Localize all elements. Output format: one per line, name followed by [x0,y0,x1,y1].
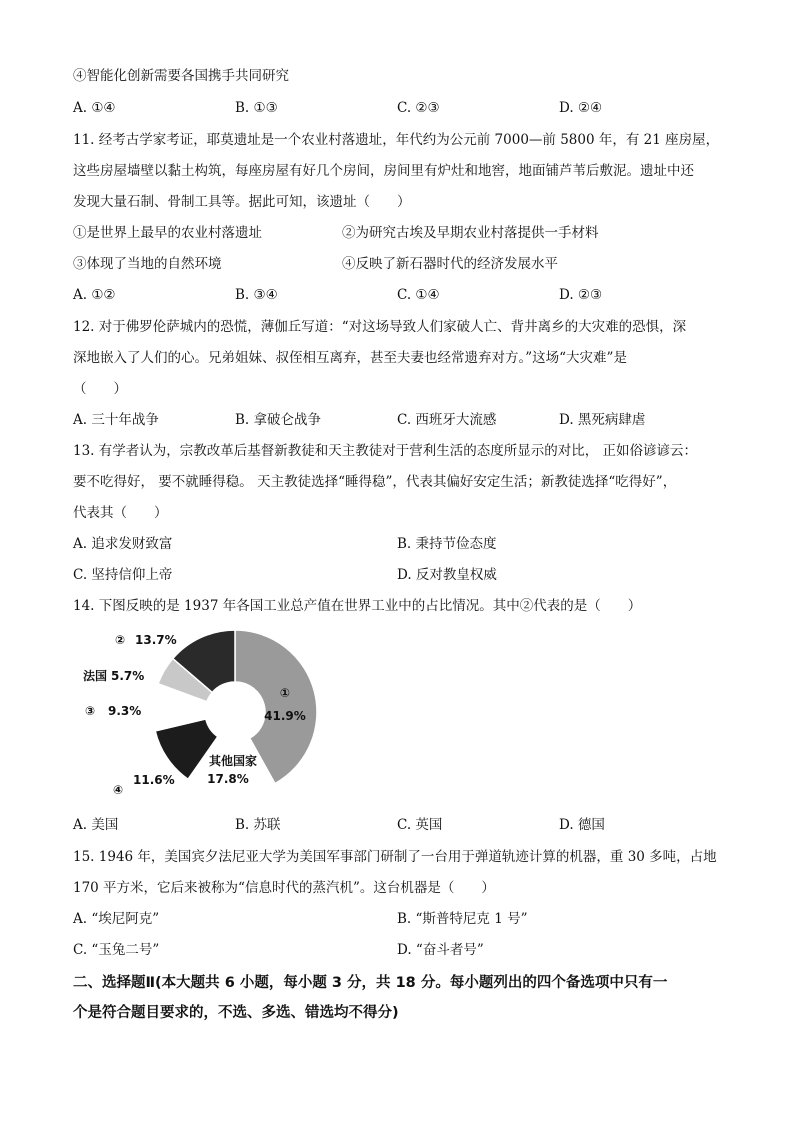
q15-stem-line-2: 170 平方米，它后来被称为“信息时代的蒸汽机”。这台机器是（ ） [73,880,495,896]
industry-share-donut-chart [75,622,335,806]
q10-option-d[interactable]: D. ②④ [559,100,603,116]
q11-item-2: ②为研究古埃及早期农业村落提供一手材料 [342,225,599,241]
label-france-name: 法国 [83,669,108,683]
q11-stem-line-1: 11. 经考古学家考证，耶莫遗址是一个农业村落遗址，年代约为公元前 7000—前 5800 年，有 21 座房屋， [73,132,720,148]
q13-stem-line-3: 代表其（ ） [73,505,168,521]
q11-item-1: ①是世界上最早的农业村落遗址 [73,225,262,241]
q13-option-b[interactable]: B. 秉持节俭态度 [397,536,497,552]
q11-item-4: ④反映了新石器时代的经济发展水平 [342,256,558,272]
q10-option-b[interactable]: B. ①③ [235,100,278,116]
q12-stem-line-1: 12. 对于佛罗伦萨城内的恐慌，薄伽丘写道：“对这场导致人们家破人亡、背井离乡的大灾难的恐惧，深 [73,319,687,335]
q15-stem-line-1: 15. 1946 年，美国宾夕法尼亚大学为美国军事部门研制了一台用于弹道轨迹计算的机器，重 30 多吨，占地 [73,849,717,865]
section-2-heading-line-2: 个是符合题目要求的，不选、多选、错选均不得分) [73,1005,399,1021]
q11-option-c[interactable]: C. ①④ [397,287,440,303]
q15-option-b[interactable]: B. “斯普特尼克 1 号” [397,911,528,927]
q12-stem-line-3: （ ） [73,381,127,397]
q10-option-a[interactable]: A. ①④ [73,100,116,116]
q12-option-c[interactable]: C. 西班牙大流感 [397,412,497,428]
q11-stem-line-2: 这些房屋墙壁以黏土构筑，每座房屋有好几个房间，房间里有炉灶和地窖，地面铺芦苇后敷泥。遗址中还 [73,163,694,179]
q14-stem: 14. 下图反映的是 1937 年各国工业总产值在世界工业中的占比情况。其中②代表的是（ ） [73,598,642,614]
q15-option-c[interactable]: C. “玉兔二号” [73,942,160,958]
label-france-value: 5.7% [111,669,145,683]
label-slice-1-name: ① [279,686,291,700]
q10-option-c[interactable]: C. ②③ [397,100,440,116]
q12-option-a[interactable]: A. 三十年战争 [73,412,159,428]
q15-option-a[interactable]: A. “埃尼阿克” [73,911,160,927]
q14-option-a[interactable]: A. 美国 [73,817,119,833]
q12-stem-line-2: 深地嵌入了人们的心。兄弟姐妹、叔侄相互离弃，甚至夫妻也经常遗弃对方。”这场“大灾难”是 [73,350,627,366]
q14-option-b[interactable]: B. 苏联 [235,817,281,833]
q11-item-3: ③体现了当地的自然环境 [73,256,222,272]
label-slice-3-name: ③ [85,704,96,718]
label-slice-4-name: ④ [113,783,124,797]
q11-option-b[interactable]: B. ③④ [235,287,278,303]
label-slice-2-value: 13.7% [135,633,177,647]
label-other-value: 17.8% [207,772,249,786]
q14-option-c[interactable]: C. 英国 [397,817,443,833]
label-slice-1-value: 41.9% [264,709,306,723]
section-2-heading-line-1: 二、选择题Ⅱ(本大题共 6 小题，每小题 3 分，共 18 分。每小题列出的四个备选项中只有一 [73,975,668,991]
q13-option-c[interactable]: C. 坚持信仰上帝 [73,567,173,583]
q12-option-b[interactable]: B. 拿破仑战争 [235,412,322,428]
q11-option-d[interactable]: D. ②③ [559,287,603,303]
label-slice-4-value: 11.6% [133,773,175,787]
q14-option-d[interactable]: D. 德国 [559,817,605,833]
q11-option-a[interactable]: A. ①② [73,287,116,303]
label-slice-3-value: 9.3% [108,704,142,718]
label-other-name: 其他国家 [208,754,258,768]
q11-stem-line-3: 发现大量石制、骨制工具等。据此可知，该遗址（ ） [73,194,411,210]
label-slice-2-name: ② [115,633,126,647]
q15-option-d[interactable]: D. “奋斗者号” [397,942,484,958]
q10-item-4: ④智能化创新需要各国携手共同研究 [73,68,289,84]
q13-option-a[interactable]: A. 追求发财致富 [73,536,173,552]
q13-stem-line-1: 13. 有学者认为，宗教改革后基督新教徒和天主教徒对于营利生活的态度所显示的对比， 正如俗谚谚云： [73,443,698,459]
q12-option-d[interactable]: D. 黑死病肆虐 [559,412,646,428]
q13-stem-line-2: 要不吃得好， 要不就睡得稳。 天主教徒选择“睡得稳”，代表其偏好安定生活；新教徒选择“吃得好”， [73,474,677,490]
q13-option-d[interactable]: D. 反对教皇权威 [397,567,497,583]
